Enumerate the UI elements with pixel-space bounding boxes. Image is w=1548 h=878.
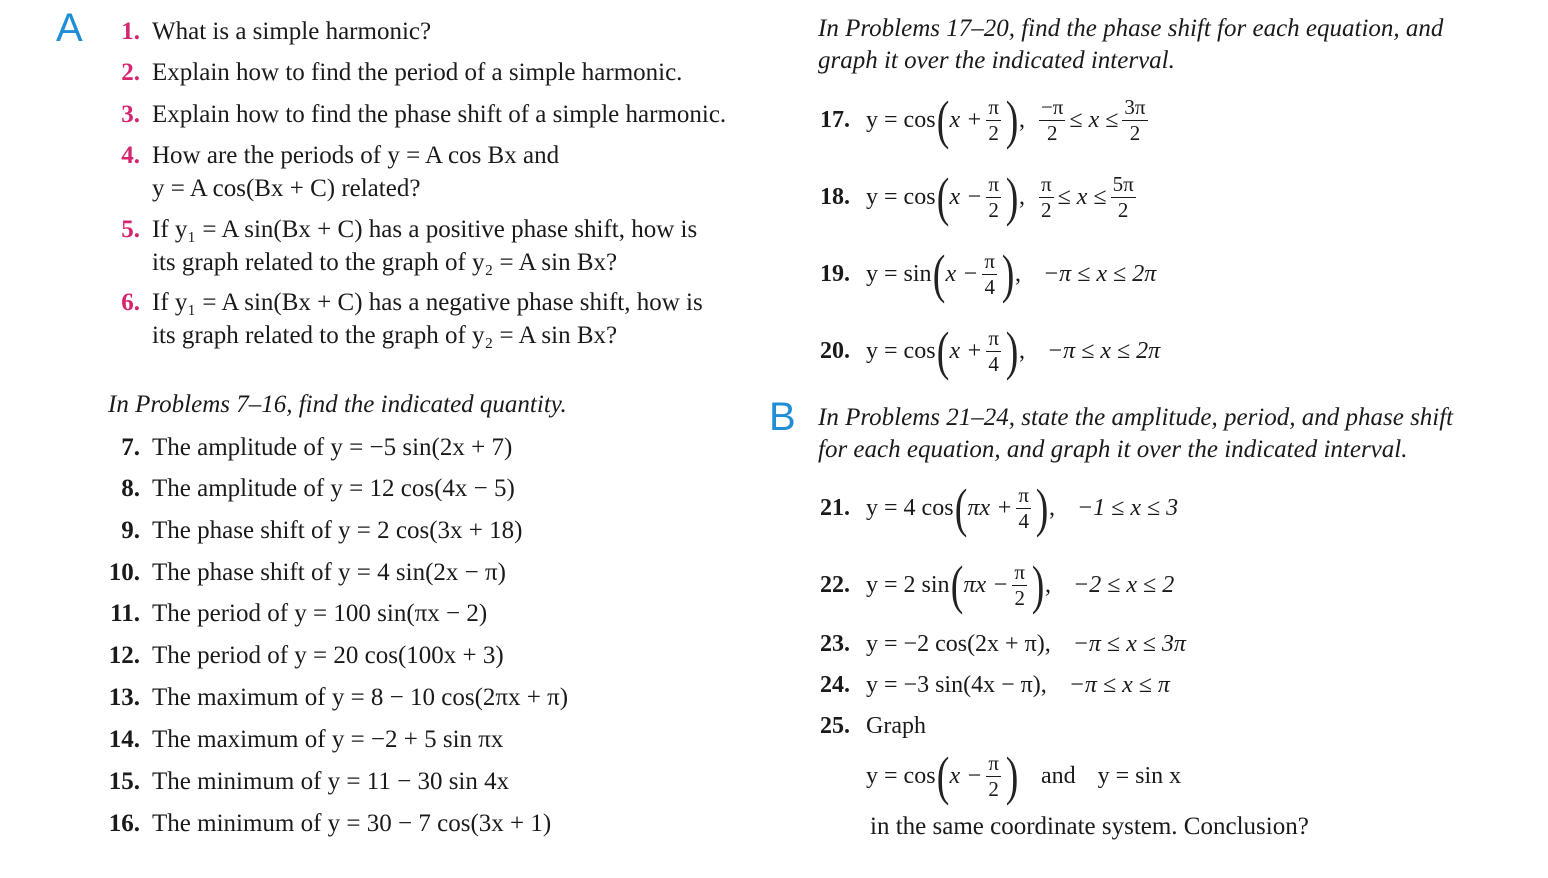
equation-var: x − [949, 763, 983, 789]
left-paren: ( [936, 90, 949, 150]
left-paren: ( [936, 167, 949, 227]
question-text: If y₁ = A sin(Bx + C) has a negative phase shift, how is [152, 289, 703, 316]
problem-number: 19. [820, 261, 850, 287]
interval-relation: ≤ x ≤ [1057, 184, 1107, 210]
equation-var: x − [945, 261, 979, 287]
right-paren: ) [1005, 90, 1019, 150]
intro-problems-7-16: In Problems 7–16, find the indicated quantity. [108, 391, 567, 418]
equation-var: πx − [963, 572, 1009, 598]
equation-text: y = −2 cos(2x + π), [866, 631, 1051, 657]
equation-var: πx + [967, 495, 1013, 521]
interval-lower: $\frac{\pi}{2}$ [1040, 172, 1052, 222]
problem-number: 17. [820, 107, 850, 133]
equation-lhs: y = cos [866, 107, 936, 133]
question-number: 5. [121, 216, 140, 243]
section-b-letter: B [769, 395, 796, 439]
interval: −π ≤ x ≤ π [1068, 672, 1170, 698]
left-paren: ( [936, 746, 949, 806]
question-text: its graph related to the graph of y₂ = A sin Bx? [152, 249, 618, 276]
right-paren: ) [1005, 746, 1019, 806]
interval-upper: $\frac{5\pi}{2}$ [1112, 172, 1134, 222]
problem-text: in the same coordinate system. Conclusion? [870, 813, 1309, 840]
question-number: 3. [121, 101, 140, 128]
equation-lhs: y = cos [866, 763, 936, 789]
right-paren: ) [1001, 244, 1015, 304]
intro-problems-17-20-line2: graph it over the indicated interval. [818, 47, 1175, 74]
problem-number: 9. [121, 517, 140, 544]
problem-text: The period of y = 100 sin(πx − 2) [152, 600, 488, 627]
equation-lhs: y = cos [866, 184, 936, 210]
intro-problems-21-24-line1: In Problems 21–24, state the amplitude, period, and phase shift [818, 404, 1454, 431]
right-paren: ) [1035, 478, 1049, 538]
problem-number: 10. [108, 559, 140, 586]
problem-number: 22. [820, 572, 850, 598]
question-text: How are the periods of y = A cos Bx and [152, 142, 560, 169]
equation-rhs: y = sin x [1097, 763, 1182, 789]
problem-number: 23. [820, 631, 850, 657]
problem-text: The minimum of y = 11 − 30 sin 4x [152, 768, 510, 795]
equation-lhs: y = sin [866, 261, 932, 287]
problem-number: 16. [108, 810, 140, 837]
conjunction: and [1040, 763, 1076, 789]
right-paren: ) [1005, 321, 1019, 381]
fraction: $\frac{\pi}{2}$ [988, 172, 999, 222]
equation-lhs: y = 4 cos [866, 495, 954, 521]
left-paren: ( [954, 478, 967, 538]
question-number: 2. [121, 59, 140, 86]
section-a-letter: A [56, 6, 83, 50]
question-text: What is a simple harmonic? [152, 18, 432, 45]
question-number: 4. [121, 142, 140, 169]
problem-text: The amplitude of y = −5 sin(2x + 7) [152, 434, 513, 461]
left-paren: ( [936, 321, 949, 381]
problem-number: 21. [820, 495, 850, 521]
problem-number: 20. [820, 338, 850, 364]
interval: −π ≤ x ≤ 2π [1046, 338, 1161, 364]
left-paren: ( [950, 555, 963, 615]
question-number: 1. [121, 18, 140, 45]
problem-text: The phase shift of y = 4 sin(2x − π) [152, 559, 506, 586]
problem-text: The phase shift of y = 2 cos(3x + 18) [152, 517, 523, 544]
equation-text: y = −3 sin(4x − π), [866, 672, 1047, 698]
problem-text: The maximum of y = 8 − 10 cos(2πx + π) [152, 684, 569, 711]
intro-problems-21-24-line2: for each equation, and graph it over the indicated interval. [818, 436, 1408, 463]
fraction: $\frac{\pi}{4}$ [1018, 483, 1029, 533]
equation-var: x − [949, 184, 983, 210]
question-text: its graph related to the graph of y₂ = A sin Bx? [152, 322, 618, 349]
problem-label: Graph [866, 713, 926, 739]
question-number: 6. [121, 289, 140, 316]
problem-number: 24. [820, 672, 850, 698]
problem-text: The period of y = 20 cos(100x + 3) [152, 642, 504, 669]
problem-number: 11. [110, 600, 140, 627]
problem-number: 8. [121, 475, 140, 502]
question-text: y = A cos(Bx + C) related? [152, 175, 421, 202]
fraction: $\frac{\pi}{2}$ [1014, 560, 1026, 610]
problem-number: 13. [108, 684, 140, 711]
fraction: $\frac{\pi}{2}$ [988, 751, 999, 801]
interval: −π ≤ x ≤ 2π [1042, 261, 1157, 287]
intro-problems-17-20-line1: In Problems 17–20, find the phase shift for each equation, and [818, 15, 1444, 42]
equation-lhs: y = cos [866, 338, 936, 364]
problem-number: 12. [108, 642, 140, 669]
left-paren: ( [932, 244, 945, 304]
problem-text: The minimum of y = 30 − 7 cos(3x + 1) [152, 810, 552, 837]
problem-text: The amplitude of y = 12 cos(4x − 5) [152, 475, 515, 502]
problem-number: 18. [820, 184, 850, 210]
interval: −π ≤ x ≤ 3π [1072, 631, 1186, 657]
interval-upper: $\frac{3\pi}{2}$ [1124, 95, 1146, 145]
equation-var: x + [949, 107, 983, 133]
question-text: Explain how to find the phase shift of a simple harmonic. [152, 101, 727, 128]
problem-number: 15. [108, 768, 140, 795]
right-paren: ) [1031, 555, 1045, 615]
interval: −1 ≤ x ≤ 3 [1076, 495, 1179, 521]
problem-number: 14. [108, 726, 140, 753]
problem-number: 25. [820, 713, 850, 739]
question-text: If y₁ = A sin(Bx + C) has a positive phase shift, how is [152, 216, 698, 243]
question-text: Explain how to find the period of a simple harmonic. [152, 59, 683, 86]
interval-relation: ≤ x ≤ [1069, 107, 1119, 133]
interval-lower: $\frac{-\pi}{2}$ [1040, 95, 1064, 145]
equation-var: x + [949, 338, 983, 364]
fraction: $\frac{\pi}{4}$ [988, 326, 999, 376]
problem-text: The maximum of y = −2 + 5 sin πx [152, 726, 504, 753]
equation-lhs: y = 2 sin [866, 572, 950, 598]
right-paren: ) [1005, 167, 1019, 227]
interval: −2 ≤ x ≤ 2 [1073, 572, 1175, 598]
fraction: $\frac{\pi}{2}$ [988, 95, 999, 145]
fraction: $\frac{\pi}{4}$ [984, 249, 995, 299]
problem-number: 7. [121, 434, 140, 461]
